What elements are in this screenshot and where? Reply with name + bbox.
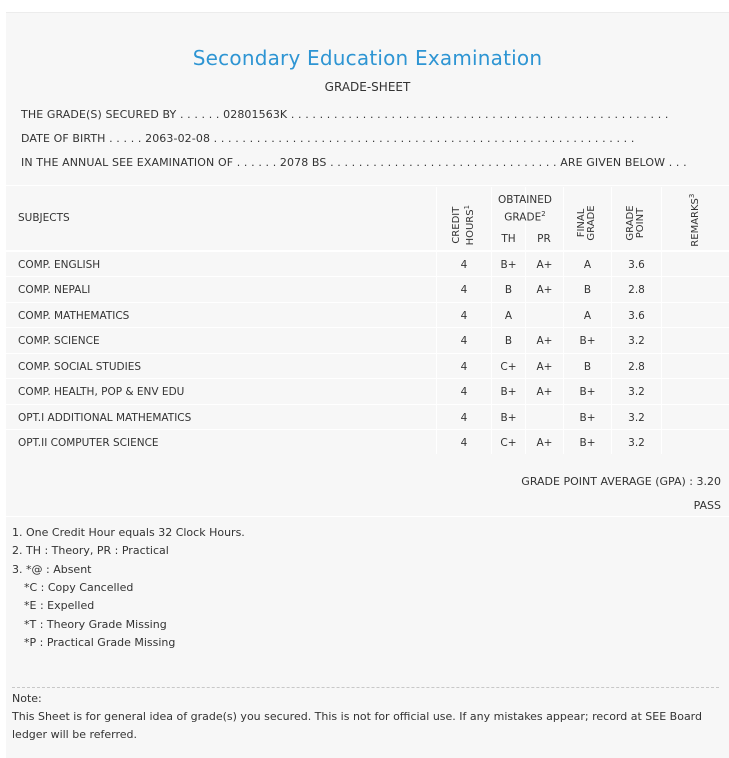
footnote-3: 3. *@ : Absent [12,563,92,576]
grade-point-cell: 3.2 [628,385,645,398]
grade-point-cell: 3.2 [628,334,645,347]
credit-hours-header: CREDIT HOURS$^1$ [450,204,477,246]
th-grade-cell: C+ [500,436,517,449]
pr-header: PR [537,233,551,245]
credit-cell: 4 [460,334,468,347]
remarks-cell [662,430,729,455]
grade-point-cell: 2.8 [628,360,645,373]
secured-by-dots: . . . . . . . . . . . . . . . . . . . . . . . . . . . . . . . . . . . . . . . . . . . . . . . . . . . . . [290,108,669,121]
remarks-cell [662,379,729,404]
table-row [6,327,729,353]
final-grade-cell: A [583,258,592,271]
subject-cell: COMP. SCIENCE [18,334,100,347]
subject-cell: COMP. ENGLISH [18,258,101,271]
final-grade-cell: B [583,360,592,373]
table-row [6,404,729,430]
remarks-cell [662,303,729,328]
remarks-header: REMARKS$^3$ [687,193,702,247]
pr-grade-cell: A+ [536,283,553,296]
gpa-summary: GRADE POINT AVERAGE (GPA) : 3.20 [521,475,721,488]
table-row [6,302,729,328]
credit-cell: 4 [460,411,468,424]
footnote-copy-cancelled: *C : Copy Cancelled [24,581,134,594]
final-grade-cell: B [583,283,592,296]
final-grade-cell: B+ [579,385,596,398]
footnote-expelled: *E : Expelled [24,599,95,612]
exam-dots: . . . . . . . . . . . . . . . . . . . . . . . . . . . . . . . . ARE GIVEN BELOW . . . [330,156,687,169]
th-grade-cell: B [504,283,513,296]
subject-cell: COMP. NEPALI [18,283,91,296]
grade-point-cell: 3.6 [628,309,645,322]
page-title: Secondary Education Examination [192,46,543,70]
footnote-practical-missing: *P : Practical Grade Missing [24,636,176,649]
remarks-cell [662,252,729,277]
obtained-grade-header: OBTAINED GRADE$^2$ [498,194,552,224]
final-grade-header: FINAL GRADE [576,205,597,241]
grade-point-cell: 3.2 [628,436,645,449]
credit-cell: 4 [460,436,468,449]
footnote-1: 1. One Credit Hour equals 32 Clock Hours. [12,526,245,539]
final-grade-cell: B+ [579,436,596,449]
credit-cell: 4 [460,309,468,322]
th-grade-cell: B+ [500,385,517,398]
subject-cell: COMP. HEALTH, POP & ENV EDU [18,385,185,398]
th-grade-cell: B+ [500,411,517,424]
pr-grade-cell: A+ [536,360,553,373]
dob-label: DATE OF BIRTH . . . . . [21,132,142,145]
grade-point-cell: 3.2 [628,411,645,424]
subjects-header: SUBJECTS [18,212,70,224]
subject-cell: COMP. SOCIAL STUDIES [18,360,142,373]
divider [12,687,719,688]
final-grade-cell: B+ [579,411,596,424]
final-grade-cell: A [583,309,592,322]
grade-point-cell: 2.8 [628,283,645,296]
pr-grade-cell [526,303,563,328]
final-grade-cell: B+ [579,334,596,347]
exam-year: 2078 BS [279,156,327,169]
result-status: PASS [693,499,721,512]
remarks-cell [662,277,729,302]
dob-line [21,132,634,145]
pr-grade-cell: A+ [536,258,553,271]
symbol-number: 02801563K [223,108,288,121]
dob-value: 2063-02-08 [145,132,211,145]
th-grade-cell: B [504,334,513,347]
th-grade-cell: A [504,309,513,322]
table-row [6,251,729,277]
footnote-theory-missing: *T : Theory Grade Missing [24,618,167,631]
note-label: Note: [12,692,42,705]
pr-grade-cell: A+ [536,385,553,398]
table-row [6,276,729,302]
page-subtitle: GRADE-SHEET [324,80,411,94]
table-row [6,353,729,379]
th-header: TH [501,233,516,245]
remarks-cell [662,354,729,379]
subject-cell: COMP. MATHEMATICS [18,309,130,322]
note-text: This Sheet is for general idea of grade(s) you secured. This is not for official use. If any mistakes appear; record at SEE Board ledger will be referred. [12,710,702,741]
remarks-cell [662,328,729,353]
table-row [6,378,729,404]
credit-cell: 4 [460,258,468,271]
table-row [6,429,729,455]
grade-point-header: GRADE POINT [625,205,646,241]
subject-cell: OPT.II COMPUTER SCIENCE [18,436,159,449]
th-grade-cell: C+ [500,360,517,373]
exam-line [21,156,687,169]
subject-cell: OPT.I ADDITIONAL MATHEMATICS [18,411,192,424]
secured-by-label: THE GRADE(S) SECURED BY . . . . . . [21,108,220,121]
pr-grade-cell: A+ [536,436,553,449]
pr-grade-cell [526,405,563,430]
pr-grade-cell: A+ [536,334,553,347]
grade-point-cell: 3.6 [628,258,645,271]
credit-cell: 4 [460,385,468,398]
remarks-cell [662,405,729,430]
th-grade-cell: B+ [500,258,517,271]
dob-dots: . . . . . . . . . . . . . . . . . . . . . . . . . . . . . . . . . . . . . . . . . . . . . . . . . . . . . . . . . . . [213,132,635,145]
secured-by-line [21,108,668,121]
exam-label: IN THE ANNUAL SEE EXAMINATION OF . . . . . . [21,156,277,169]
credit-cell: 4 [460,283,468,296]
footnote-2: 2. TH : Theory, PR : Practical [12,544,169,557]
credit-cell: 4 [460,360,468,373]
grade-sheet [6,12,729,758]
